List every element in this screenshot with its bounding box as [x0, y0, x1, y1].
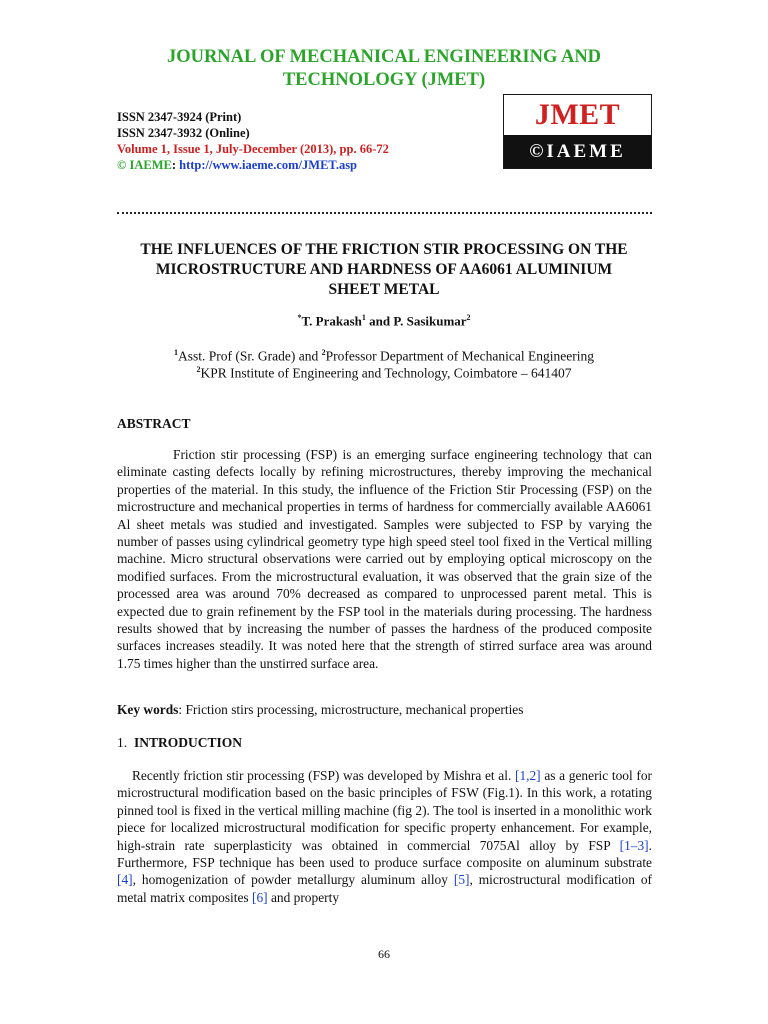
keywords [117, 702, 523, 718]
intro-heading [117, 735, 242, 751]
paper-title-line1: THE INFLUENCES OF THE FRICTION STIR PROCESSING ON THE [140, 241, 628, 258]
issn-block [117, 109, 389, 173]
keywords-text: : Friction stirs processing, microstructure, mechanical properties [178, 702, 524, 717]
page-number: 66 [378, 947, 390, 961]
paper-title [0, 240, 768, 300]
intro-text-6: and property [267, 889, 340, 905]
keywords-label: Key words [117, 702, 179, 717]
issn-online: ISSN 2347-3932 (Online) [117, 126, 250, 140]
journal-title-line2: TECHNOLOGY (JMET) [282, 70, 486, 90]
affil2-sup: 2 [196, 365, 201, 374]
intro-text-4: , homogenization of powder metallurgy aluminum alloy [132, 872, 454, 888]
paper-title-line2: MICROSTRUCTURE AND HARDNESS OF AA6061 ALUMINIUM [155, 261, 613, 278]
journal-url-line: © IAEME: http://www.iaeme.com/JMET.asp [117, 158, 358, 172]
citation-6[interactable]: [6] [252, 889, 268, 905]
citation-1-2[interactable]: [1,2] [514, 768, 541, 783]
journal-url-link[interactable]: http://www.iaeme.com/JMET.asp [179, 158, 358, 172]
affil2-text: KPR Institute of Engineering and Technology, Coimbatore – 641407 [200, 365, 572, 381]
logo-text-jmet: JMET [534, 98, 621, 131]
authors [0, 313, 768, 329]
intro-text-2: as a generic tool for microstructural modification based on the basic principles of FSW (Fig.1). In this work, a rotating pinned tool is fixed in the vertical milling machine (fig 2). The tool is inserted in a monolithic work piece for localized microstructural modification for specific property enhancement. For example, high-strain rate superplasticity was obtained in commercial 7075Al alloy by FSP [117, 768, 652, 853]
copyright-iaeme: © IAEME [117, 158, 172, 172]
affil1-sup1: 1 [173, 348, 178, 357]
author1: T. Prakash [301, 313, 362, 329]
affil1-text2: Professor Department of Mechanical Engineering [325, 348, 594, 364]
issn-print: ISSN 2347-3924 (Print) [117, 110, 242, 124]
header-divider [117, 212, 652, 214]
intro-text-5: , microstructural modification of metal matrix composites [117, 872, 652, 905]
author2: and P. Sasikumar [365, 313, 467, 329]
volume-info: Volume 1, Issue 1, July-December (2013), pp. 66-72 [117, 142, 389, 156]
intro-text-1: Recently friction stir processing (FSP) was developed by Mishra et al. [132, 768, 515, 783]
abstract-text: Friction stir processing (FSP) is an emerging surface engineering technology that can eliminate casting defects locally by refining microstructures, thereby improving the mechanical properties of the material. In this study, the influence of the Friction Stir Processing (FSP) on the microstructure and mechanical properties in terms of hardness for commercially available AA6061 Al sheet metals was studied and investigated. Samples were subjected to FSP by varying the number of passes using cylindrical geometry type high speed steel tool fixed in the Vertical milling machine. Micro structural observations were carried out by employing optical microscopy on the modified surfaces. From the microstructural evaluation, it was observed that the grain size of the processed area was around 70% decreased as compared to unprocessed parent metal. This is expected due to grain refinement by the FSP tool in the materials during processing. The hardness results showed that by increasing the number of passes the hardness of the produced composite surfaces increases steadily. It was noted here that the strength of stirred surface area was around 1.75 times higher than the unstirred surface area. [117, 447, 652, 671]
affiliation-1 [0, 348, 768, 365]
logo-text-iaeme: ©IAEME [504, 135, 651, 168]
affil1-text1: Asst. Prof (Sr. Grade) and [177, 348, 322, 364]
abstract-heading: ABSTRACT [117, 416, 191, 431]
citation-1-3[interactable]: [1–3] [619, 837, 649, 853]
journal-title-line1: JOURNAL OF MECHANICAL ENGINEERING AND [166, 47, 602, 67]
citation-5[interactable]: [5] [453, 872, 470, 888]
jmet-logo [503, 94, 652, 169]
paper-title-line3: SHEET METAL [328, 281, 440, 298]
intro-text-3: . Furthermore, FSP technique has been used to produce surface composite on aluminum substrate [117, 837, 652, 871]
intro-paragraph [117, 767, 652, 906]
affil1-sup2: 2 [321, 348, 326, 357]
affiliation-2 [0, 365, 768, 382]
corresponding-star: * [297, 313, 302, 322]
journal-title [0, 46, 768, 92]
intro-number: 1. [117, 735, 128, 750]
author1-sup: 1 [361, 313, 366, 322]
intro-heading-text: INTRODUCTION [134, 735, 243, 750]
author2-sup: 2 [466, 313, 471, 322]
citation-4[interactable]: [4] [117, 872, 133, 888]
